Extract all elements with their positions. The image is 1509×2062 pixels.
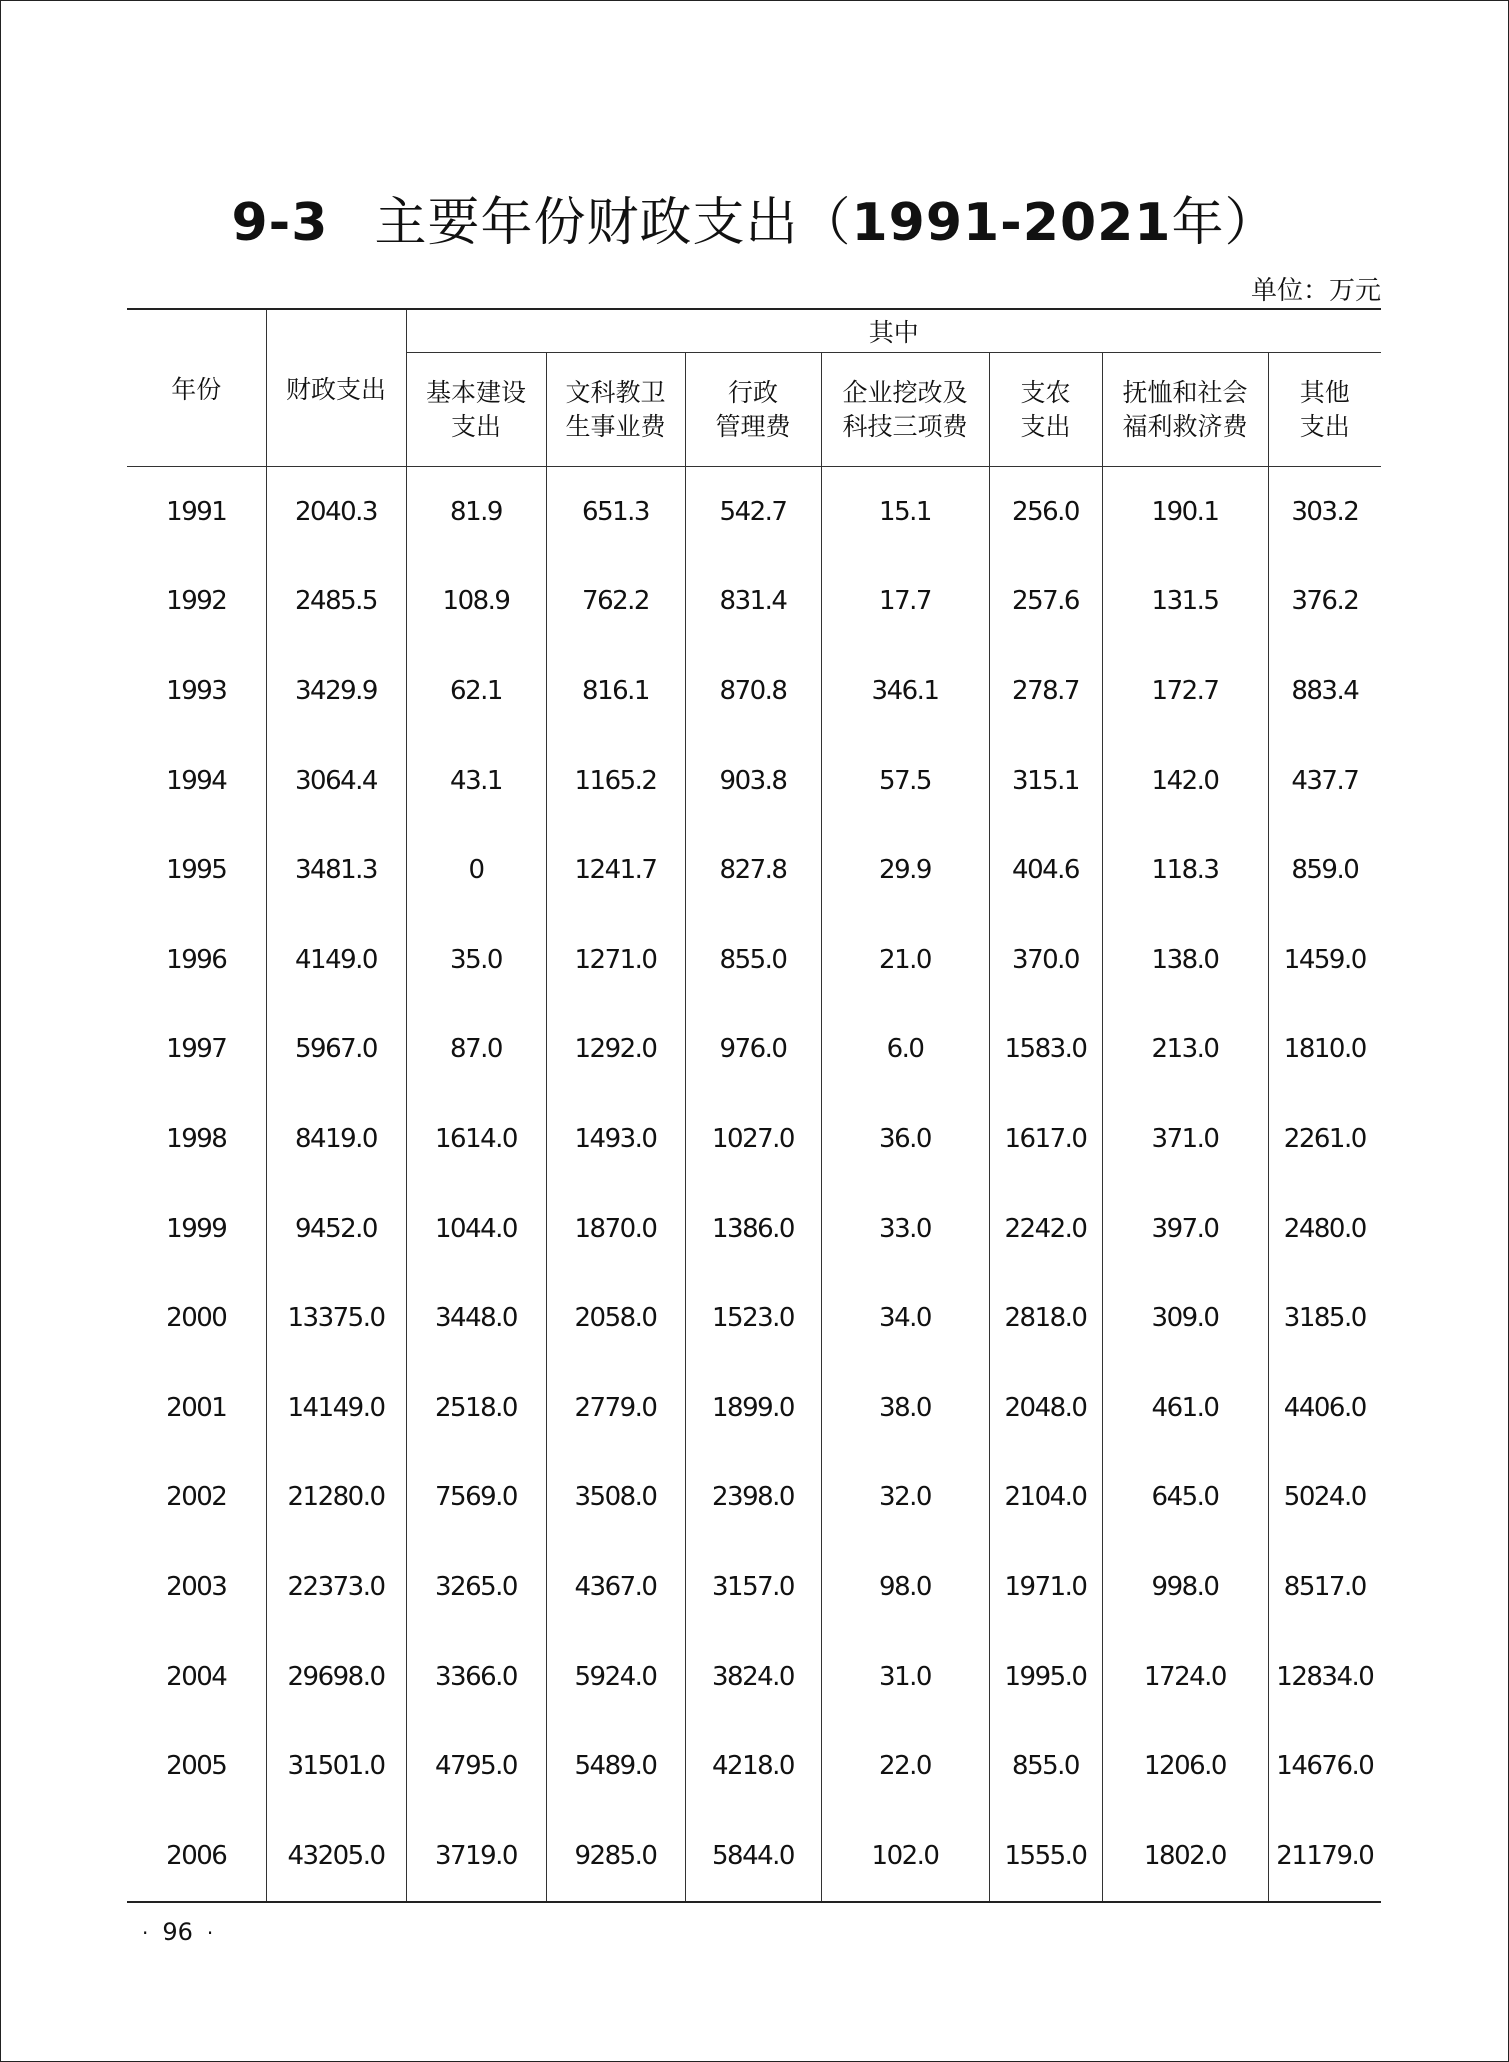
table-cell: 5489.0 [546,1721,685,1811]
table-cell: 102.0 [821,1811,989,1902]
table-cell: 36.0 [821,1094,989,1184]
table-cell: 2480.0 [1268,1184,1381,1274]
table-cell: 3508.0 [546,1453,685,1543]
header-col-line: 抚恤和社会 [1122,377,1248,407]
table-cell: 38.0 [821,1363,989,1453]
header-total: 财政支出 [266,309,406,467]
cell-year: 1992 [166,586,227,617]
table-cell: 2242.0 [989,1184,1102,1274]
header-col-line: 其他 [1299,377,1350,407]
table-cell: 7569.0 [406,1453,546,1543]
table-cell: 1271.0 [546,915,685,1005]
table-cell: 651.3 [546,467,685,557]
table-cell: 855.0 [989,1721,1102,1811]
table-cell: 32.0 [821,1453,989,1543]
table-cell: 1027.0 [685,1094,821,1184]
table-cell: 43205.0 [266,1811,406,1902]
table-cell: 309.0 [1102,1273,1268,1363]
header-col-line: 文科教卫 [565,377,666,407]
table-cell: 43.1 [406,736,546,826]
table-row [127,1094,1381,1184]
unit-label: 单位：万元 [1250,276,1381,306]
table-cell: 5924.0 [546,1632,685,1722]
table-cell: 21.0 [821,915,989,1005]
table-cell: 859.0 [1268,825,1381,915]
cell-year: 1995 [166,855,227,886]
table-row [127,1632,1381,1722]
cell-year: 2006 [166,1840,227,1871]
table-cell: 542.7 [685,467,821,557]
table-cell: 142.0 [1102,736,1268,826]
cell-year: 1999 [166,1213,227,1244]
table-cell: 346.1 [821,646,989,736]
header-col-5 [989,353,1102,467]
table-cell: 5024.0 [1268,1453,1381,1543]
table-cell: 2485.5 [266,557,406,647]
table-cell: 1493.0 [546,1094,685,1184]
header-col-line: 支出 [1299,411,1350,441]
table-cell: 257.6 [989,557,1102,647]
table-row [127,1363,1381,1453]
table-cell: 998.0 [1102,1542,1268,1632]
page-number [128,1918,227,1946]
table-cell: 2779.0 [546,1363,685,1453]
cell-year: 1996 [166,944,227,975]
table-cell: 3265.0 [406,1542,546,1632]
cell-year: 2004 [166,1661,227,1692]
table-cell: 4218.0 [685,1721,821,1811]
page-number-value: 96 [162,1918,193,1946]
table-cell: 12834.0 [1268,1632,1381,1722]
cell-year: 1991 [166,496,227,527]
table-cell: 1292.0 [546,1005,685,1095]
table-cell: 1555.0 [989,1811,1102,1902]
table-cell: 81.9 [406,467,546,557]
header-col-line: 生事业费 [565,411,666,441]
table-cell: 3719.0 [406,1811,546,1902]
table-cell: 4406.0 [1268,1363,1381,1453]
table-row [127,1721,1381,1811]
table-cell: 1995.0 [989,1632,1102,1722]
table-cell: 8419.0 [266,1094,406,1184]
table-cell: 22373.0 [266,1542,406,1632]
cell-year: 1994 [166,765,227,796]
cell-year: 2002 [166,1482,227,1513]
cell-year: 2005 [166,1751,227,1782]
cell-year: 2000 [166,1303,227,1334]
table-cell: 855.0 [685,915,821,1005]
table-title [0,180,1509,255]
table-cell: 404.6 [989,825,1102,915]
table-cell: 131.5 [1102,557,1268,647]
cell-year: 2003 [166,1571,227,1602]
header-year: 年份 [127,309,266,467]
title-text: 主要年份财政支出（ [374,193,852,253]
cell-year: 1993 [166,675,227,706]
table-cell: 3429.9 [266,646,406,736]
table-cell: 1971.0 [989,1542,1102,1632]
table-cell: 1206.0 [1102,1721,1268,1811]
table-cell: 2104.0 [989,1453,1102,1543]
table-cell: 1386.0 [685,1184,821,1274]
table-cell: 2398.0 [685,1453,821,1543]
table-cell: 1870.0 [546,1184,685,1274]
table-cell: 1523.0 [685,1273,821,1363]
table-cell: 903.8 [685,736,821,826]
table-cell: 1724.0 [1102,1632,1268,1722]
title-number: 9-3 [231,193,329,253]
table-cell: 3824.0 [685,1632,821,1722]
table-cell: 645.0 [1102,1453,1268,1543]
table-row [127,557,1381,647]
table-cell: 8517.0 [1268,1542,1381,1632]
header-col-6 [1102,353,1268,467]
table-row [127,1453,1381,1543]
table-cell: 1459.0 [1268,915,1381,1005]
table-cell: 108.9 [406,557,546,647]
table-cell: 21179.0 [1268,1811,1381,1902]
table-cell: 22.0 [821,1721,989,1811]
table-cell: 3366.0 [406,1632,546,1722]
table-cell: 976.0 [685,1005,821,1095]
table-cell: 1583.0 [989,1005,1102,1095]
table-cell: 35.0 [406,915,546,1005]
page-dot-right: · [206,1921,214,1945]
table-cell: 14676.0 [1268,1721,1381,1811]
page-dot-left: · [142,1921,149,1945]
table-cell: 9285.0 [546,1811,685,1902]
table-cell: 2048.0 [989,1363,1102,1453]
table-cell: 315.1 [989,736,1102,826]
table-cell: 1241.7 [546,825,685,915]
header-col-line: 科技三项费 [842,411,968,441]
table-cell: 2818.0 [989,1273,1102,1363]
table-cell: 172.7 [1102,646,1268,736]
table-cell: 4795.0 [406,1721,546,1811]
header-col-7 [1268,353,1381,467]
header-col-2 [546,353,685,467]
header-col-line: 基本建设 [425,377,526,407]
table-cell: 1614.0 [406,1094,546,1184]
table-cell: 3448.0 [406,1273,546,1363]
table-cell: 4367.0 [546,1542,685,1632]
table-cell: 17.7 [821,557,989,647]
table-cell: 2518.0 [406,1363,546,1453]
table-cell: 1617.0 [989,1094,1102,1184]
title-range: 1991-2021 [851,193,1172,253]
table-cell: 1810.0 [1268,1005,1381,1095]
cell-year: 2001 [166,1392,227,1423]
cell-year: 1997 [166,1034,227,1065]
table-row [127,736,1381,826]
header-col-3 [685,353,821,467]
table-cell: 256.0 [989,467,1102,557]
header-col-line: 支出 [450,411,501,441]
table-cell: 6.0 [821,1005,989,1095]
table-cell: 827.8 [685,825,821,915]
table-cell: 213.0 [1102,1005,1268,1095]
table-cell: 278.7 [989,646,1102,736]
table-cell: 5844.0 [685,1811,821,1902]
table-cell: 3481.3 [266,825,406,915]
table-row [127,467,1381,557]
table-cell: 303.2 [1268,467,1381,557]
cell-year: 1998 [166,1123,227,1154]
table-cell: 816.1 [546,646,685,736]
table-cell: 13375.0 [266,1273,406,1363]
table-cell: 98.0 [821,1542,989,1632]
table-cell: 2261.0 [1268,1094,1381,1184]
table-cell: 33.0 [821,1184,989,1274]
table-row [127,646,1381,736]
header-col-line: 行政 [727,377,778,407]
table-cell: 21280.0 [266,1453,406,1543]
table-cell: 34.0 [821,1273,989,1363]
table-row [127,1005,1381,1095]
table-cell: 1899.0 [685,1363,821,1453]
header-col-line: 支出 [1020,411,1071,441]
table-cell: 376.2 [1268,557,1381,647]
header-col-line: 福利救济费 [1122,411,1248,441]
header-col-line: 企业挖改及 [842,377,968,407]
table-cell: 370.0 [989,915,1102,1005]
table-cell: 29.9 [821,825,989,915]
header-group: 其中 [406,309,1381,353]
table-cell: 831.4 [685,557,821,647]
table-row [127,825,1381,915]
table-cell: 371.0 [1102,1094,1268,1184]
table-cell: 2058.0 [546,1273,685,1363]
header-col-4 [821,353,989,467]
table-cell: 883.4 [1268,646,1381,736]
table-row [127,1542,1381,1632]
table-cell: 1802.0 [1102,1811,1268,1902]
table-cell: 437.7 [1268,736,1381,826]
title-suffix: 年） [1171,193,1278,253]
table-row [127,1811,1381,1902]
finance-expenditure-table [127,308,1381,1903]
header-col-line: 支农 [1020,377,1071,407]
table-row [127,915,1381,1005]
table-row [127,1184,1381,1274]
table-cell: 461.0 [1102,1363,1268,1453]
table-cell: 138.0 [1102,915,1268,1005]
table-cell: 762.2 [546,557,685,647]
table-cell: 15.1 [821,467,989,557]
table-cell: 3064.4 [266,736,406,826]
table-cell: 0 [406,825,546,915]
table-cell: 190.1 [1102,467,1268,557]
table-cell: 3185.0 [1268,1273,1381,1363]
table-cell: 5967.0 [266,1005,406,1095]
table-cell: 1165.2 [546,736,685,826]
table-cell: 118.3 [1102,825,1268,915]
table-cell: 57.5 [821,736,989,826]
header-col-line: 管理费 [715,411,791,441]
table-row [127,1273,1381,1363]
table-cell: 31.0 [821,1632,989,1722]
table-cell: 397.0 [1102,1184,1268,1274]
table-cell: 2040.3 [266,467,406,557]
table-cell: 31501.0 [266,1721,406,1811]
table-cell: 870.8 [685,646,821,736]
table-cell: 29698.0 [266,1632,406,1722]
table-cell: 62.1 [406,646,546,736]
table-cell: 3157.0 [685,1542,821,1632]
table-cell: 1044.0 [406,1184,546,1274]
table-cell: 14149.0 [266,1363,406,1453]
table-cell: 4149.0 [266,915,406,1005]
table-cell: 87.0 [406,1005,546,1095]
table-cell: 9452.0 [266,1184,406,1274]
header-col-1 [406,353,546,467]
